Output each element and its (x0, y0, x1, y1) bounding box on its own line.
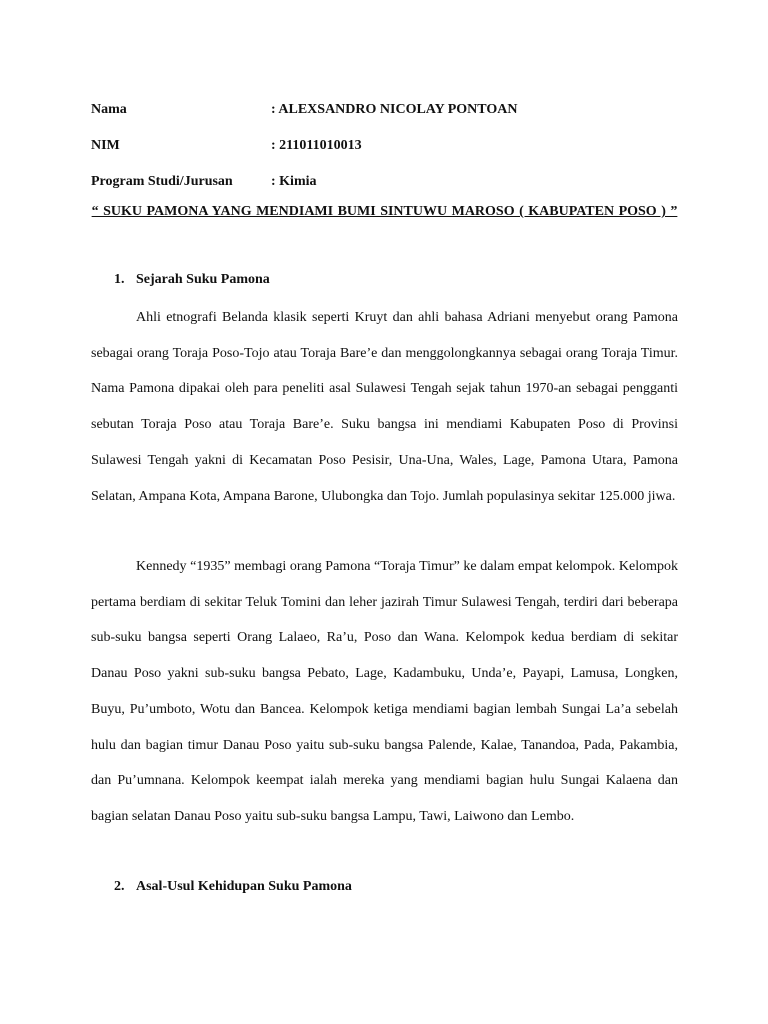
section-number-1: 1. (114, 272, 125, 287)
program-value: : Kimia (271, 174, 317, 189)
name-value: : ALEXSANDRO NICOLAY PONTOAN (271, 102, 518, 117)
nim-value: : 211011010013 (271, 138, 362, 153)
section-title-2: Asal-Usul Kehidupan Suku Pamona (136, 879, 352, 894)
nim-row (91, 128, 691, 164)
document-title: “ SUKU PAMONA YANG MENDIAMI BUMI SINTUWU MAROSO ( KABUPATEN POSO ) ” (91, 204, 678, 219)
paragraph-1: Ahli etnografi Belanda klasik seperti Kruyt dan ahli bahasa Adriani menyebut orang Pamona sebagai orang Toraja Poso-Tojo atau Toraja Bare’e dan menggolongkannya sebagai orang Toraja Timur. Nama Pamona dipakai oleh para peneliti asal Sulawesi Tengah sejak tahun 1970-an sebagai pengganti sebutan Toraja Poso atau Toraja Bare’e. Suku bangsa ini mendiami Kabupaten Poso di Provinsi Sulawesi Tengah yakni di Kecamatan Poso Pesisir, Una-Una, Wales, Lage, Pamona Utara, Pamona Selatan, Ampana Kota, Ampana Barone, Ulubongka dan Tojo. Jumlah populasinya sekitar 125.000 jiwa. (91, 310, 678, 504)
identity-block (91, 92, 691, 200)
section-heading-1 (114, 272, 270, 288)
name-row (91, 92, 691, 128)
paragraph-2: Kennedy “1935” membagi orang Pamona “Toraja Timur” ke dalam empat kelompok. Kelompok pertama berdiam di sekitar Teluk Tomini dan leher jazirah Timur Sulawesi Tengah, terdiri dari beberapa sub-suku bangsa seperti Orang Lalaeo, Ra’u, Poso dan Wana. Kelompok kedua berdiam di sekitar Danau Poso yakni sub-suku bangsa Pebato, Lage, Kadambuku, Unda’e, Payapi, Lamusa, Longken, Buyu, Pu’umboto, Wotu dan Bancea. Kelompok ketiga mendiami bagian lembah Sungai La’a sebelah hulu dan bagian timur Danau Poso yaitu sub-suku bangsa Palende, Kalae, Tanandoa, Pada, Pakambia, dan Pu’umnana. Kelompok keempat ialah mereka yang mendiami bagian hulu Sungai Kalaena dan bagian selatan Danau Poso yaitu sub-suku bangsa Lampu, Tawi, Laiwono dan Lembo. (91, 559, 678, 824)
name-label: Nama (91, 102, 127, 117)
nim-label: NIM (91, 138, 120, 153)
section-heading-2 (114, 879, 352, 895)
program-label: Program Studi/Jurusan (91, 174, 233, 189)
section-number-2: 2. (114, 879, 125, 894)
section-title-1: Sejarah Suku Pamona (136, 272, 270, 287)
